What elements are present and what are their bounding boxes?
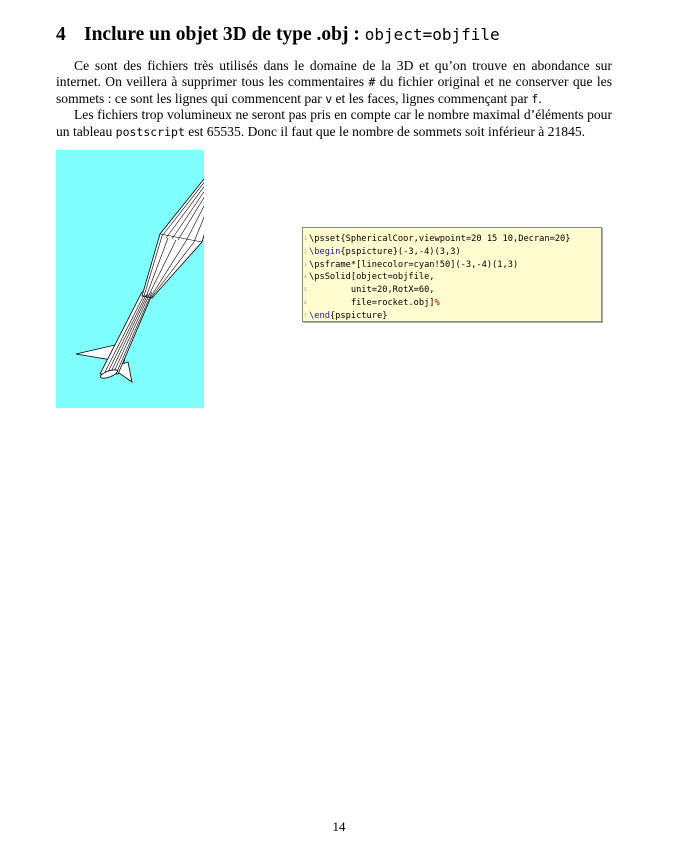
paragraph-1-text-a: Ce sont des fichiers très utilisés dans le domaine de la 3D et qu’on trouve en abondance sur internet. On veillera à supprimer tous les commentaires: [56, 58, 612, 90]
line-number: 5: [304, 287, 307, 293]
code-line: [303, 246, 601, 259]
paragraph-1-code-v: v: [325, 91, 333, 106]
rocket-illustration: [56, 150, 204, 408]
rocket-figure: [56, 150, 204, 408]
cyan-frame: [56, 150, 204, 408]
paragraph-2-text-a: Les fichiers trop volumineux ne seront pas pris en compte car le nombre maximal d’éléments pour un tableau: [56, 107, 612, 139]
paragraph-2: [56, 107, 612, 140]
section-title: [56, 24, 500, 46]
code-listing: [302, 227, 602, 322]
paragraph-2-code-postscript: postscript: [115, 124, 185, 139]
paragraph-1-code-hash: #: [368, 75, 376, 90]
code-text: file=rocket.obj]: [309, 297, 435, 308]
paragraph-1-code-f: f: [531, 91, 539, 106]
code-comment: %: [434, 297, 440, 308]
paragraph-2-text-b: est 65535. Donc il faut que le nombre de sommets soit inférieur à 21845.: [184, 123, 586, 139]
line-number: 7: [304, 312, 307, 318]
code-text: \psSolid[object=objfile,: [309, 272, 435, 283]
paragraph-1-text-c: et les faces, lignes commençant par: [332, 90, 532, 106]
code-line: [303, 284, 601, 297]
code-line: [303, 310, 601, 323]
code-line: [303, 297, 601, 310]
line-number: 6: [304, 299, 307, 305]
section-number: 4: [56, 24, 66, 45]
line-number: 1: [304, 236, 307, 241]
code-text: {pspicture}(-3,-4)(3,3): [340, 246, 461, 257]
code-text: \psset{SphericalCoor,viewpoint=20 15 10,Decran=20}: [309, 234, 571, 244]
line-number: 3: [304, 261, 307, 267]
line-number: 2: [304, 248, 307, 254]
code-line: [303, 233, 601, 246]
code-keyword: \end: [309, 310, 330, 321]
paragraph-1-text-b: du fichier original et ne conserver que les sommets : ce sont les lignes qui commencent par: [56, 74, 612, 106]
code-text: unit=20,RotX=60,: [309, 285, 435, 296]
code-text: {pspicture}: [329, 310, 388, 321]
body-text: [56, 58, 612, 140]
page-number: 14: [332, 819, 346, 834]
paragraph-1: [56, 58, 612, 107]
section-title-code: object=objfile: [364, 25, 500, 44]
code-line: [303, 271, 601, 284]
line-number: 4: [304, 274, 307, 280]
code-keyword: \begin: [309, 246, 341, 257]
code-line: [303, 259, 601, 272]
paragraph-1-text-d: .: [538, 90, 542, 106]
section-title-text: Inclure un objet 3D de type .obj :: [84, 24, 365, 45]
code-text: \psframe*[linecolor=cyan!50](-3,-4)(1,3): [309, 259, 519, 270]
